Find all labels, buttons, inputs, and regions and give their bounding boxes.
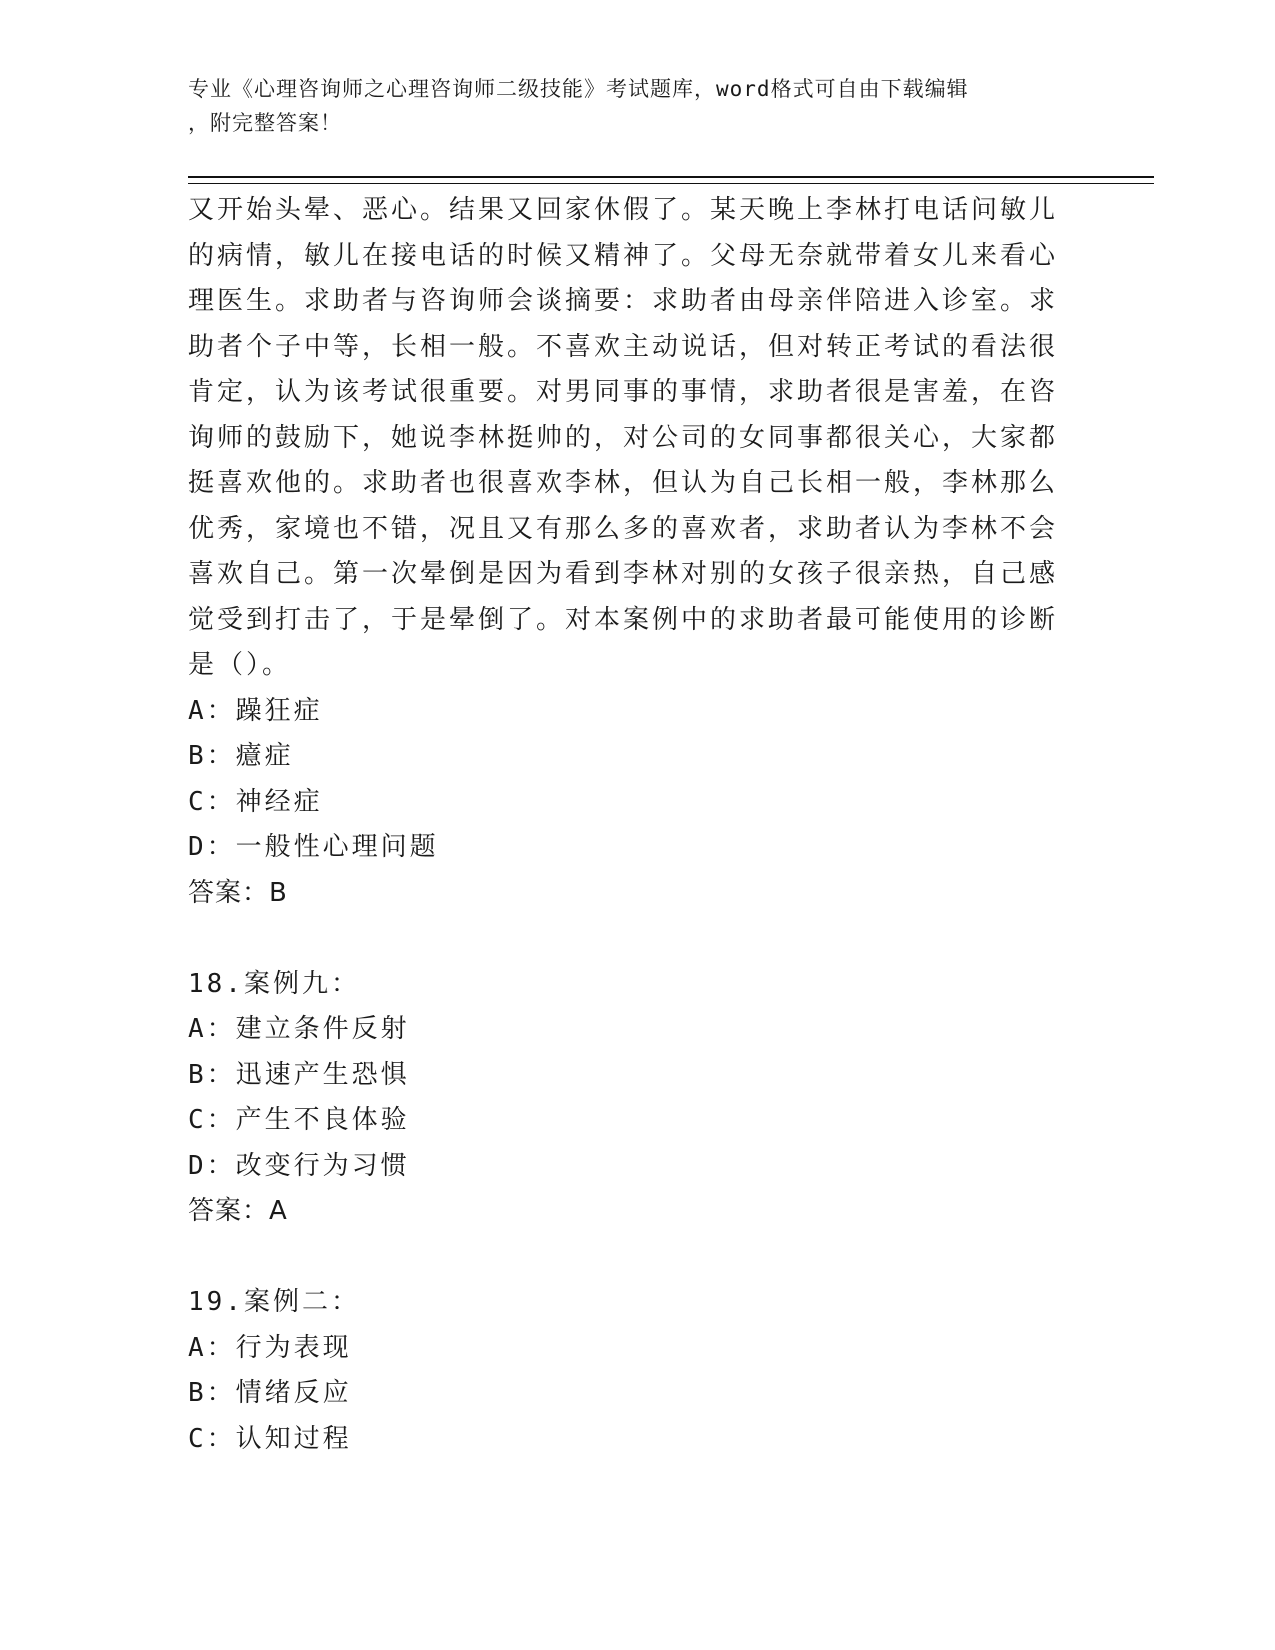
- question-spacer: [188, 1235, 1088, 1281]
- header-divider-thin: [188, 183, 1154, 184]
- option-c: C：产生不良体验: [188, 1105, 410, 1135]
- question-title: 19.案例二：: [188, 1287, 360, 1317]
- passage-line: 的病情，敏儿在接电话的时候又精神了。父母无奈就带着女儿来看心: [188, 240, 1059, 271]
- passage-line: 挺喜欢他的。求助者也很喜欢李林，但认为自己长相一般，李林那么: [188, 468, 1059, 498]
- option-d: D：改变行为习惯: [188, 1150, 410, 1181]
- question-17-options: [188, 689, 1088, 917]
- passage-line: 又开始头晕、恶心。结果又回家休假了。某天晚上李林打电话问敏儿: [188, 195, 1059, 225]
- option-b: B：迅速产生恐惧: [188, 1059, 410, 1090]
- option-c: C：认知过程: [188, 1423, 352, 1454]
- question-18: [188, 962, 1088, 1235]
- option-a: A：躁狂症: [188, 695, 323, 726]
- answer-line: 答案：A: [188, 1196, 288, 1226]
- option-b: B：情绪反应: [188, 1378, 352, 1408]
- header-line-2: ，附完整答案！: [188, 111, 342, 135]
- option-d: D：一般性心理问题: [188, 832, 439, 862]
- option-b: B：癔症: [188, 741, 294, 771]
- passage-line: 觉受到打击了，于是晕倒了。对本案例中的求助者最可能使用的诊断: [188, 604, 1059, 635]
- passage-line: 助者个子中等，长相一般。不喜欢主动说话，但对转正考试的看法很: [188, 331, 1059, 362]
- option-a: A：建立条件反射: [188, 1014, 410, 1044]
- question-19: [188, 1280, 1088, 1462]
- question-spacer: [188, 916, 1088, 962]
- case-passage: [188, 188, 1088, 689]
- document-body: [188, 188, 1088, 1462]
- question-title: 18.案例九：: [188, 968, 360, 999]
- passage-line: 理医生。求助者与咨询师会谈摘要：求助者由母亲伴陪进入诊室。求: [188, 286, 1059, 316]
- document-header: [188, 72, 1068, 140]
- option-c: C：神经症: [188, 786, 323, 817]
- passage-line: 是（）。: [188, 650, 292, 680]
- passage-line: 优秀，家境也不错，况且又有那么多的喜欢者，求助者认为李林不会: [188, 513, 1059, 544]
- header-line-1: 专业《心理咨询师之心理咨询师二级技能》考试题库，word格式可自由下载编辑: [188, 77, 969, 101]
- header-divider: [188, 176, 1154, 178]
- passage-line: 喜欢自己。第一次晕倒是因为看到李林对别的女孩子很亲热，自己感: [188, 559, 1059, 589]
- passage-line: 肯定，认为该考试很重要。对男同事的事情，求助者很是害羞，在咨: [188, 377, 1059, 407]
- option-a: A：行为表现: [188, 1332, 352, 1363]
- answer-line: 答案：B: [188, 877, 288, 908]
- passage-line: 询师的鼓励下，她说李林挺帅的，对公司的女同事都很关心，大家都: [188, 422, 1059, 453]
